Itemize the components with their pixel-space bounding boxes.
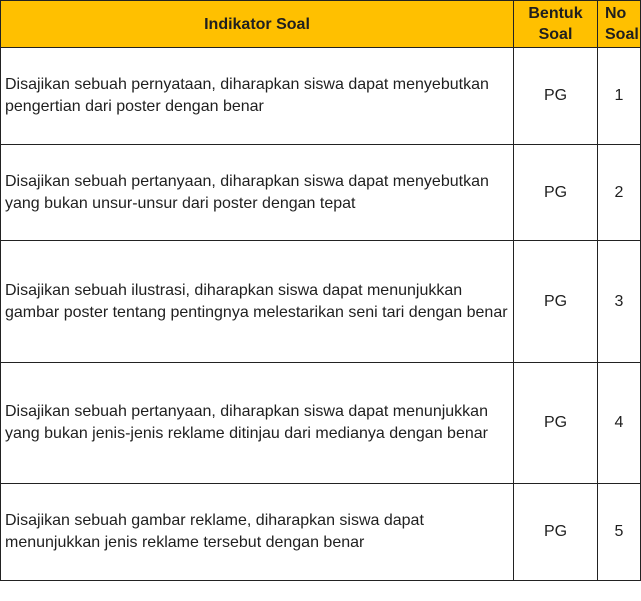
table-row bbox=[1, 145, 641, 241]
table-header-row bbox=[1, 1, 641, 48]
indikator-cell: Disajikan sebuah pernyataan, diharapkan siswa dapat menyebutkan pengertian dari poster dengan benar bbox=[1, 48, 514, 145]
indikator-cell: Disajikan sebuah gambar reklame, diharapkan siswa dapat menunjukkan jenis reklame tersebut dengan benar bbox=[1, 484, 514, 581]
bentuk-cell: PG bbox=[514, 363, 598, 484]
indikator-cell: Disajikan sebuah pertanyaan, diharapkan siswa dapat menunjukkan yang bukan jenis-jenis reklame ditinjau dari medianya dengan benar bbox=[1, 363, 514, 484]
bentuk-cell: PG bbox=[514, 48, 598, 145]
table-row bbox=[1, 241, 641, 363]
header-bentuk-line1: Bentuk bbox=[528, 5, 583, 22]
header-indikator-soal bbox=[1, 1, 514, 48]
table-row bbox=[1, 484, 641, 581]
no-cell: 4 bbox=[598, 363, 641, 484]
header-bentuk-line2: Soal bbox=[538, 26, 573, 43]
table-row bbox=[1, 363, 641, 484]
bentuk-cell: PG bbox=[514, 241, 598, 363]
no-cell: 1 bbox=[598, 48, 641, 145]
table-row bbox=[1, 48, 641, 145]
header-no-line1: No bbox=[605, 5, 627, 22]
indikator-cell: Disajikan sebuah ilustrasi, diharapkan siswa dapat menunjukkan gambar poster tentang pentingnya melestarikan seni tari dengan benar bbox=[1, 241, 514, 363]
no-cell: 3 bbox=[598, 241, 641, 363]
header-no-soal bbox=[598, 1, 641, 48]
header-indikator-label: Indikator Soal bbox=[204, 15, 310, 33]
bentuk-cell: PG bbox=[514, 484, 598, 581]
bentuk-cell: PG bbox=[514, 145, 598, 241]
no-cell: 2 bbox=[598, 145, 641, 241]
no-cell: 5 bbox=[598, 484, 641, 581]
header-no-line2: Soal bbox=[605, 26, 639, 43]
indikator-cell: Disajikan sebuah pertanyaan, diharapkan siswa dapat menyebutkan yang bukan unsur-unsur dari poster dengan tepat bbox=[1, 145, 514, 241]
header-bentuk-soal bbox=[514, 1, 598, 48]
